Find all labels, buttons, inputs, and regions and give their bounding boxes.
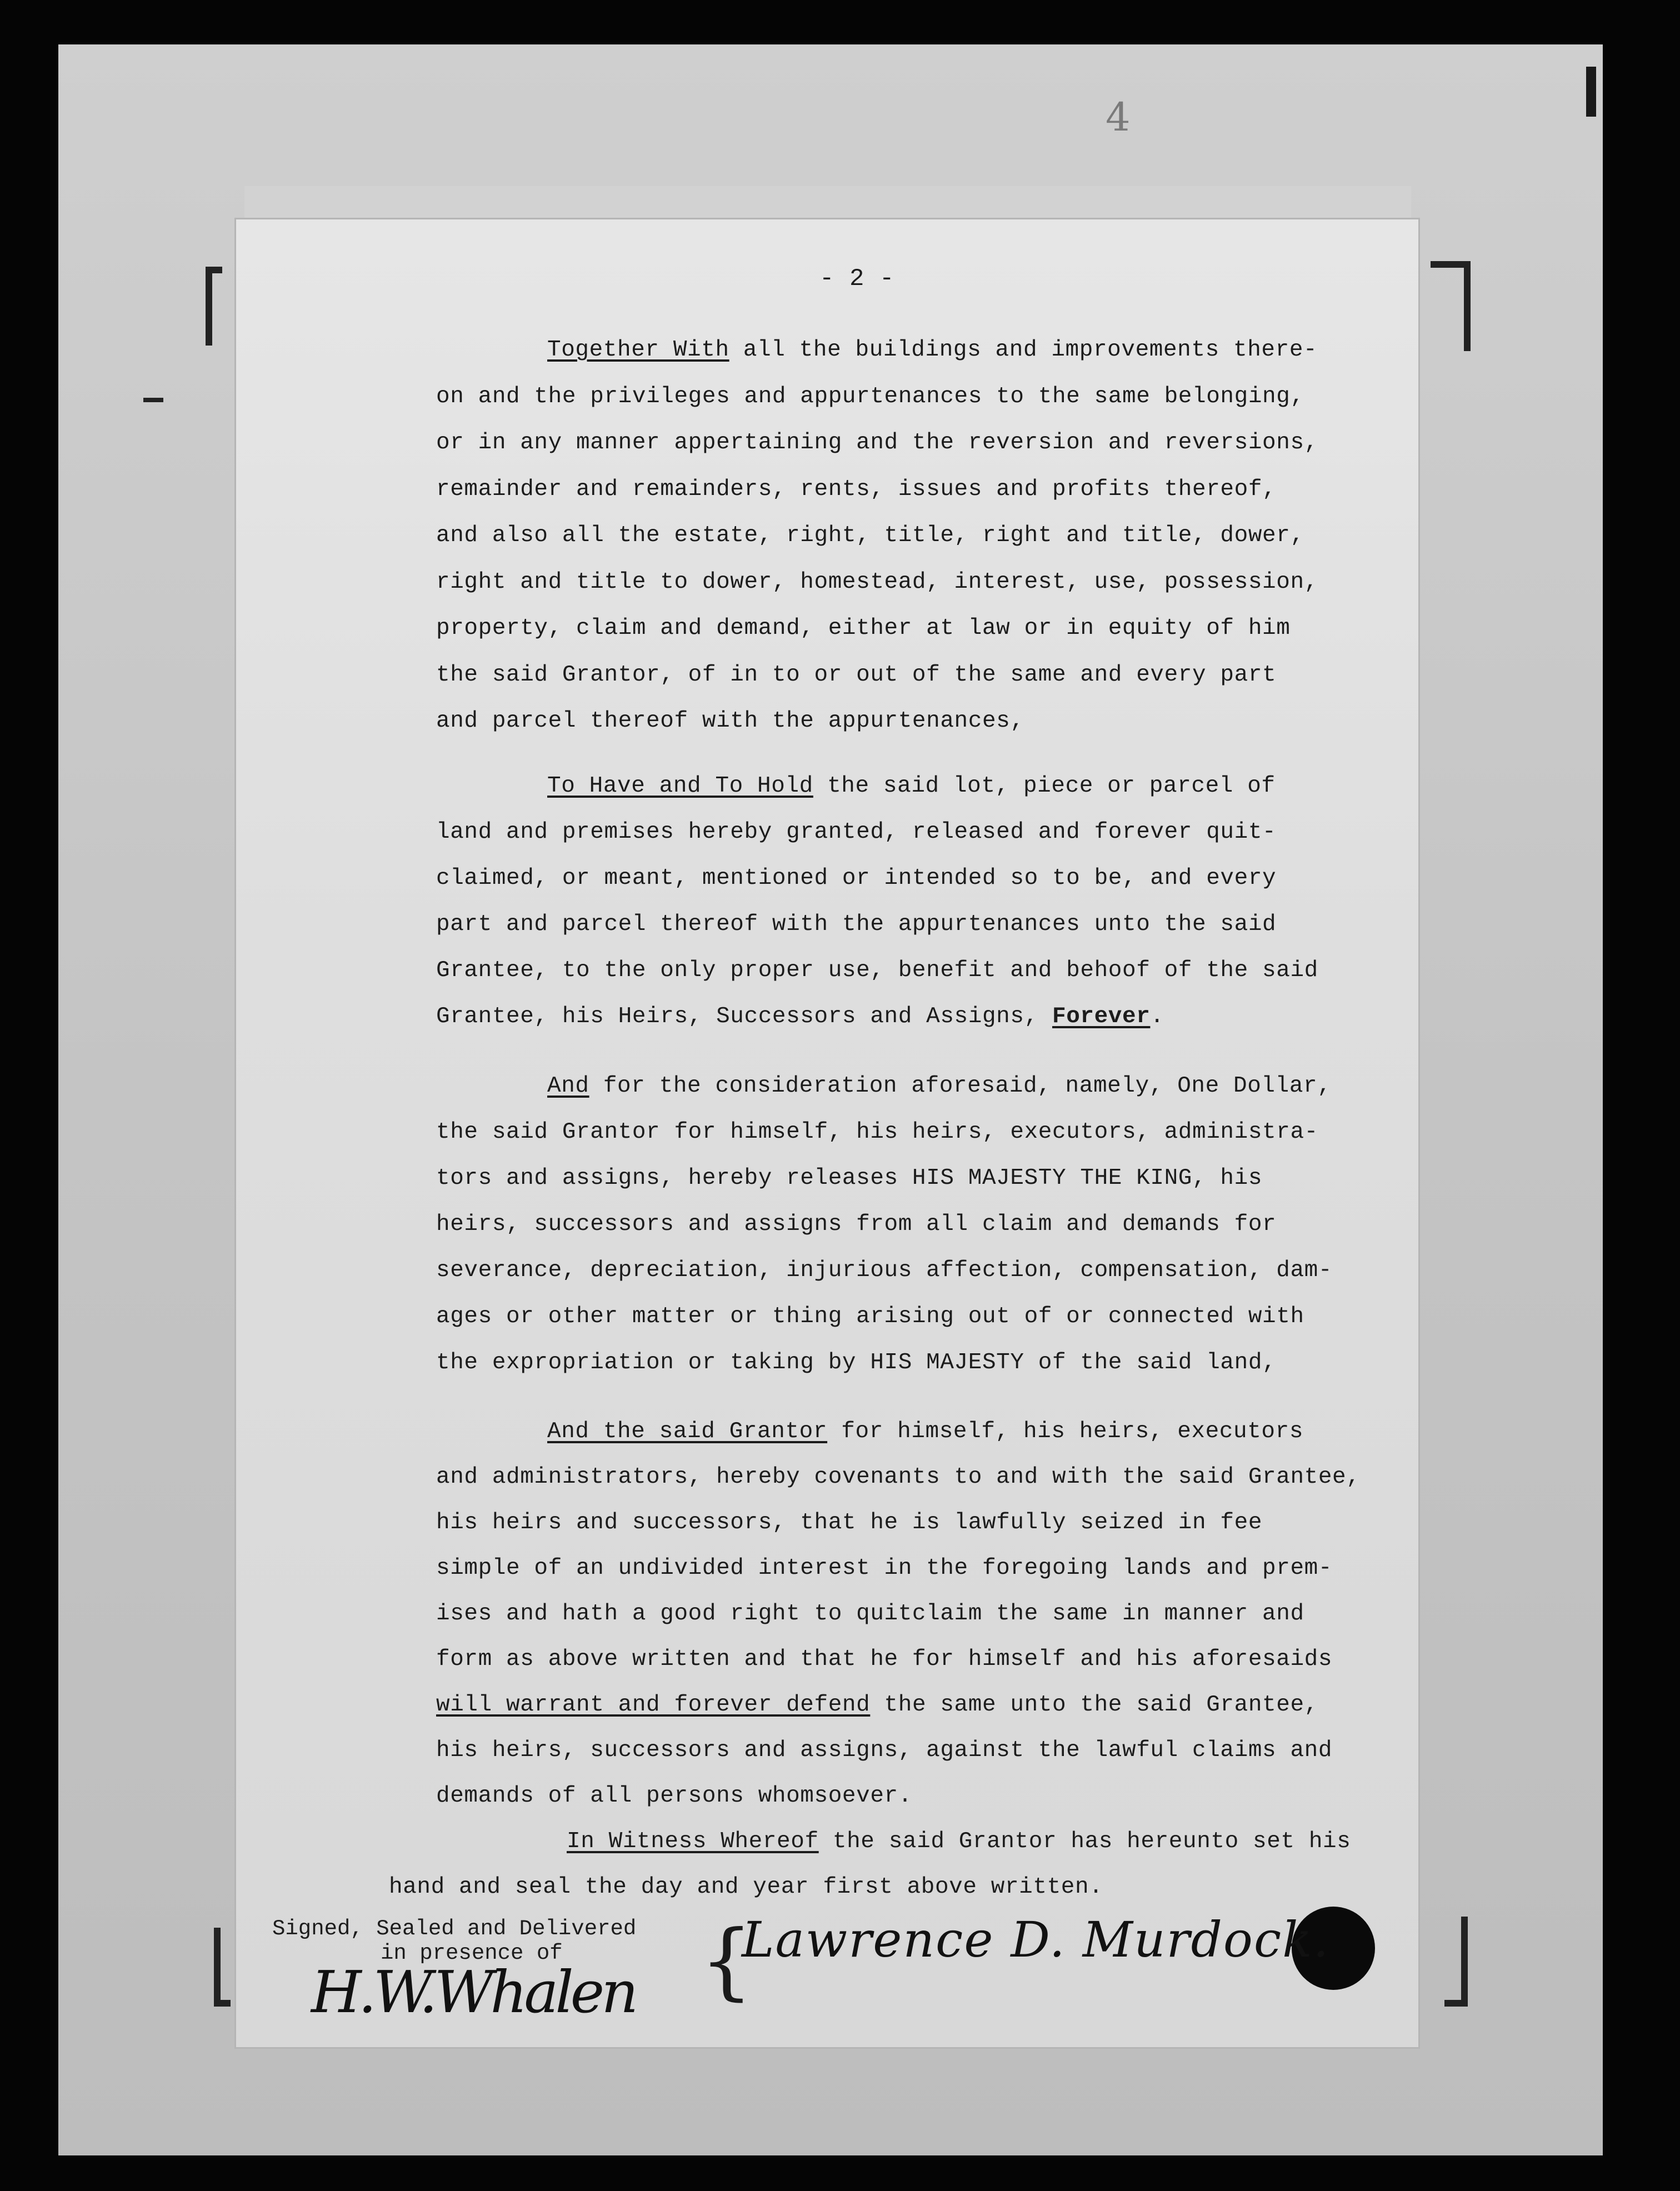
warrant-emphasis: will warrant and forever defend (436, 1692, 871, 1718)
paragraph-line: Grantee, to the only proper use, benefit and behoof of the said (436, 958, 1318, 983)
paragraph-line: ages or other matter or thing arising out of or connected with (436, 1304, 1304, 1329)
paragraph-line: heirs, successors and assigns from all claim and demands for (436, 1212, 1277, 1237)
grantor-signature: Lawrence D. Murdock. (742, 1911, 1330, 1968)
registration-bracket-bottom-right (1444, 1917, 1468, 2007)
release-line-1-rest: for the consideration aforesaid, namely, One Dollar, (589, 1073, 1332, 1099)
margin-mark (143, 398, 163, 402)
paragraph-line: remainder and remainders, rents, issues and profits thereof, (436, 477, 1277, 502)
witness-line-1-rest: the said Grantor has hereunto set his (818, 1829, 1351, 1854)
paragraph-line: form as above written and that he for himself and his aforesaids (436, 1647, 1333, 1672)
paragraph-line: and administrators, hereby covenants to and with the said Grantee, (436, 1464, 1361, 1490)
paragraph-line: land and premises hereby granted, released and forever quit- (436, 819, 1277, 845)
paragraph-line: part and parcel thereof with the appurtenances unto the said (436, 912, 1277, 937)
paragraph-covenant-warrant-line (436, 1691, 1318, 1719)
witness-signature: H.W.Whalen (311, 1958, 636, 2026)
paragraph-together-with-line-1 (547, 336, 1317, 364)
paragraph-line: demands of all persons whomsoever. (436, 1783, 912, 1809)
signature-brace: { (700, 1913, 753, 2009)
paragraph-line: the said Grantor, of in to or out of the same and every part (436, 662, 1277, 688)
paragraph-line: claimed, or meant, mentioned or intended so to be, and every (436, 866, 1277, 891)
paragraph-line: the said Grantor for himself, his heirs, executors, administra- (436, 1119, 1318, 1145)
paragraph-line: severance, depreciation, injurious affection, compensation, dam- (436, 1258, 1333, 1283)
together-with-lead: Together With (547, 337, 729, 363)
paragraph-witness-line-2: hand and seal the day and year first above written. (389, 1874, 1103, 1900)
registration-bracket-top-left (206, 267, 222, 346)
together-with-line-1-rest: all the buildings and improvements there- (729, 337, 1318, 363)
registration-bracket-top-right (1431, 261, 1471, 351)
paragraph-line: the expropriation or taking by HIS MAJESTY of the said land, (436, 1350, 1277, 1375)
paragraph-line: his heirs, successors and assigns, against the lawful claims and (436, 1738, 1333, 1763)
paragraph-to-have-line-1 (547, 772, 1276, 800)
paragraph-line: or in any manner appertaining and the reversion and reversions, (436, 430, 1318, 456)
to-have-last-prefix: Grantee, his Heirs, Successors and Assigns, (436, 1004, 1052, 1029)
faint-top-mark: 4 (1106, 94, 1131, 140)
paragraph-line: on and the privileges and appurtenances to the same belonging, (436, 384, 1304, 409)
signed-label-line-1: Signed, Sealed and Delivered (272, 1917, 637, 1941)
paragraph-line: ises and hath a good right to quitclaim the same in manner and (436, 1601, 1304, 1627)
paragraph-line: and parcel thereof with the appurtenances, (436, 708, 1024, 734)
witness-lead: In Witness Whereof (567, 1829, 819, 1854)
signed-label-line-2: in presence of (381, 1941, 563, 1965)
paragraph-line: and also all the estate, right, title, right and title, dower, (436, 523, 1304, 548)
covenant-lead: And the said Grantor (547, 1419, 828, 1444)
to-have-line-1-rest: the said lot, piece or parcel of (813, 773, 1276, 799)
paragraph-release-line-1 (547, 1072, 1331, 1100)
film-notch (1586, 67, 1596, 117)
paragraph-covenant-line-1 (547, 1418, 1303, 1445)
forever-emphasis: Forever (1052, 1004, 1151, 1029)
paragraph-line: property, claim and demand, either at law or in equity of him (436, 616, 1291, 641)
paragraph-line: his heirs and successors, that he is lawfully seized in fee (436, 1510, 1263, 1535)
paragraph-line: simple of an undivided interest in the foregoing lands and prem- (436, 1555, 1333, 1581)
paragraph-line: right and title to dower, homestead, interest, use, possession, (436, 569, 1318, 595)
to-have-last-suffix: . (1150, 1004, 1164, 1029)
covenant-line-1-rest: for himself, his heirs, executors (827, 1419, 1304, 1444)
warrant-rest: the same unto the said Grantee, (870, 1692, 1318, 1718)
to-have-lead: To Have and To Hold (547, 773, 813, 799)
paragraph-witness-line-1 (567, 1828, 1351, 1855)
paragraph-to-have-last-line (436, 1003, 1164, 1031)
release-lead: And (547, 1073, 589, 1099)
paragraph-line: tors and assigns, hereby releases HIS MAJESTY THE KING, his (436, 1165, 1263, 1191)
page-number: - 2 - (819, 265, 895, 293)
registration-bracket-bottom-left (214, 1928, 231, 2007)
